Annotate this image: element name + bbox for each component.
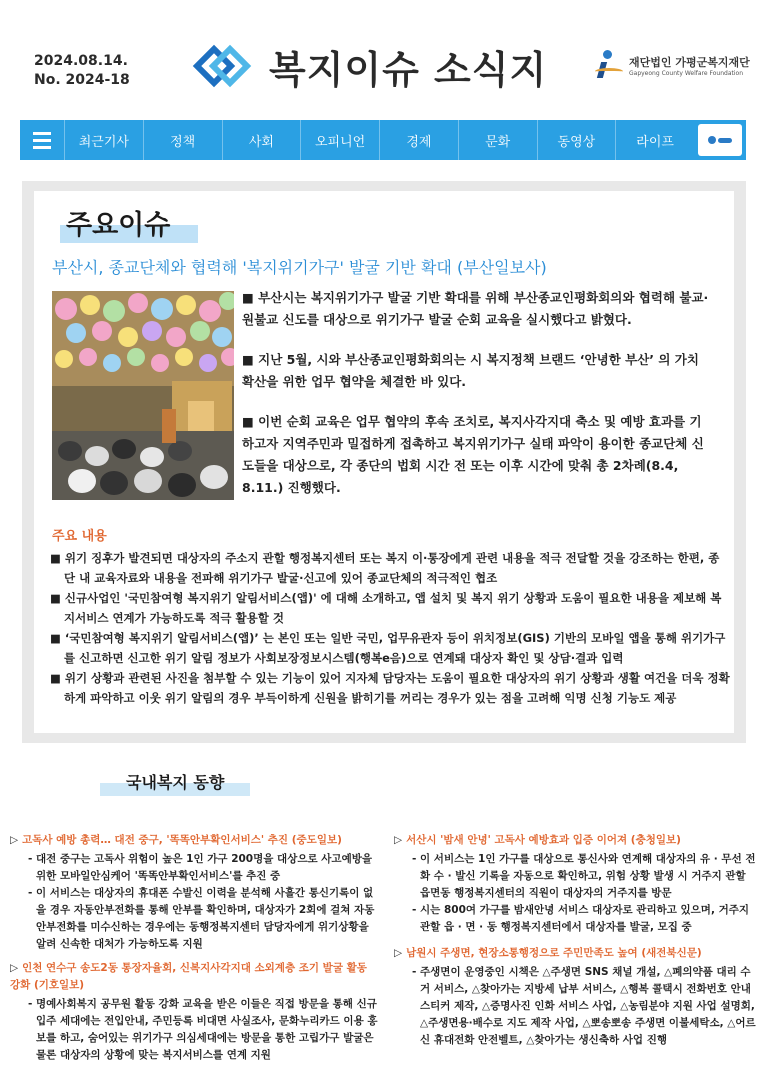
masthead (193, 36, 547, 96)
list-item: ■ 신규사업인 '국민참여형 복지위기 알림서비스(앱)' 에 대해 소개하고, 앱 설치 및 복지 위기 상황과 도움이 필요한 내용을 제보해 복지서비스 연계가 가능하도록 적극 활용할 것 (50, 591, 722, 625)
news-line: - 이 서비스는 대상자의 휴대폰 수발신 이력을 분석해 사흘간 통신기록이 없을 경우 자동안부전화를 통해 안부를 확인하며, 대상자가 2회에 걸쳐 자동안부전화를 미수신하는 경우에는 동행정복지센터 담당자에게 위기상황을 알려 신속한 대처가 가능하도록 지원 (28, 887, 375, 950)
news-line: - 대전 중구는 고독사 위험이 높은 1인 가구 200명을 대상으로 사고예방을 위한 모바일안심케어 '똑똑안부확인서비스'를 추진 중 (28, 853, 372, 882)
triangle-right-icon: ▷ (10, 834, 19, 846)
triangle-right-icon: ▷ (394, 947, 403, 959)
lead-paragraphs (242, 287, 710, 517)
news-item (394, 832, 756, 936)
news-line: - 시는 800여 가구를 밤새안녕 서비스 대상자로 관리하고 있으며, 거주지 관할 읍 · 면 · 동 행정복지센터에서 대상자를 발굴, 모집 중 (412, 904, 750, 933)
news-title[interactable]: 인천 연수구 송도2동 통장자율회, 신복지사각지대 소외계층 조기 발굴 활동 강화 (기호일보) (10, 962, 367, 991)
main-issue-card (34, 191, 734, 733)
nav-item-opinion[interactable]: 오피니언 (300, 120, 379, 160)
diamond-logo-icon (193, 40, 255, 92)
temple-photo (52, 291, 234, 500)
key-content-label: 주요 내용 (52, 529, 107, 544)
lead-paragraph: ■ 이번 순회 교육은 업무 협약의 후속 조치로, 복지사각지대 축소 및 예방 효과를 기하고자 지역주민과 밀접하게 접촉하고 복지위기가구 실태 파악이 용이한 종교단체 신도들을 대상으로, 각 종단의 법회 시간 전 또는 이후 시간에 맞춰 총 2차례(8.4, 8.11.) 진행했다. (242, 414, 704, 495)
news-title[interactable]: 고독사 예방 총력… 대전 중구, '똑똑안부확인서비스' 추진 (중도일보) (22, 834, 342, 846)
lead-paragraph: ■ 부산시는 복지위기가구 발굴 기반 확대를 위해 부산종교인평화회의와 협력해 불교·원불교 신도를 대상으로 위기가구 발굴 순회 교육을 실시했다고 밝혔다. (242, 290, 709, 327)
news-line: - 이 서비스는 1인 가구를 대상으로 통신사와 연계해 대상자의 유 · 무선 전화 수 · 발신 기록을 자동으로 확인하고, 위험 상황 발생 시 거주지 관할 읍면동 행정복지센터의 직원이 대상자의 거주지를 방문 (412, 853, 756, 899)
foundation-name-en: Gapyeong County Welfare Foundation (629, 69, 743, 77)
nav-item-recent[interactable]: 최근기사 (64, 120, 143, 160)
hamburger-icon[interactable] (20, 120, 64, 160)
foundation-name-ko: 재단법인 가평군복지재단 (629, 55, 750, 69)
news-title[interactable]: 서산시 '밤새 안녕' 고독사 예방효과 입증 이어져 (충청일보) (406, 834, 681, 846)
news-item (394, 945, 756, 1049)
news-line: - 주생면이 운영중인 시책은 △주생면 SNS 채널 개설, △폐의약품 대리 수거 서비스, △찾아가는 지방세 납부 서비스, △행복 콜택시 전화번호 안내 스티커 제작, △증명사진 인화 서비스 사업, △농림분야 지원 사업 설명회, △주생면용·배수로 지도 제작 사업, △뽀송뽀송 주생면 이불세탁소, △어르신 휴대전화 안전벨트, △찾아가는 생신축하 사업 진행 (412, 966, 756, 1046)
foundation-logo[interactable] (595, 50, 750, 80)
newsletter-header (0, 0, 765, 112)
section-title-domestic: 국내복지 동향 (126, 773, 225, 792)
news-item (10, 960, 380, 1064)
nav-item-economy[interactable]: 경제 (379, 120, 458, 160)
triangle-right-icon: ▷ (10, 962, 19, 974)
nav-logo-icon[interactable] (698, 124, 742, 156)
nav-item-policy[interactable]: 정책 (143, 120, 222, 160)
lead-paragraph: ■ 지난 5월, 시와 부산종교인평화회의는 시 복지정책 브랜드 ‘안녕한 부산’ 의 가치 확산을 위한 업무 협약을 체결한 바 있다. (242, 352, 699, 389)
news-title[interactable]: 남원시 주생면, 현장소통행정으로 주민만족도 높여 (새전북신문) (406, 947, 702, 959)
issue-info (34, 52, 130, 90)
key-content-list (50, 549, 730, 709)
nav-item-culture[interactable]: 문화 (458, 120, 537, 160)
main-headline[interactable]: 부산시, 종교단체와 협력해 '복지위기가구' 발굴 기반 확대 (부산일보사) (52, 258, 547, 277)
nav-item-society[interactable]: 사회 (222, 120, 301, 160)
nav-item-life[interactable]: 라이프 (615, 120, 694, 160)
main-nav (20, 120, 746, 160)
nav-items (64, 120, 694, 160)
issue-number: No. 2024-18 (34, 72, 130, 88)
news-item (10, 832, 380, 953)
news-line: - 명예사회복지 공무원 활동 강화 교육을 받은 이들은 직접 방문을 통해 신규 입주 세대에는 전입안내, 주민등록 비대면 사실조사, 문화누리카드 이용 홍보를 하고, 숨어있는 위기가구 의심세대에는 방문을 통한 고립가구 발굴은 물론 대상자의 상황에 맞는 복지서비스를 연계 지원 (28, 998, 378, 1061)
issue-date: 2024.08.14. (34, 53, 128, 69)
newsletter-title: 복지이슈 소식지 (269, 47, 548, 92)
list-item: ■ 위기 상황과 관련된 사진을 첨부할 수 있는 기능이 있어 지자체 담당자는 도움이 필요한 대상자의 위기 상황과 생활 여건을 더욱 정확하게 파악하고 이웃 위기 알림의 경우 부득이하게 신원을 밝히기를 꺼리는 경우가 있는 점을 고려해 익명 신청 기능도 제공 (50, 671, 730, 705)
nav-item-video[interactable]: 동영상 (537, 120, 616, 160)
list-item: ■ 위기 징후가 발견되면 대상자의 주소지 관할 행정복지센터 또는 복지 이·통장에게 관련 내용을 적극 전달할 것을 강조하는 한편, 종단 내 교육자료와 내용을 전파해 위기가구 발굴·신고에 있어 종교단체의 적극적인 협조 (50, 551, 720, 585)
triangle-right-icon: ▷ (394, 834, 403, 846)
list-item: ■ ‘국민참여형 복지위기 알림서비스(앱)’ 는 본인 또는 일반 국민, 업무유관자 등이 위치정보(GIS) 기반의 모바일 앱을 통해 위기가구를 신고하면 신고한 위기 알림 정보가 사회보장정보시스템(행복e음)으로 연계돼 대상자 확인 및 상담·결과 입력 (50, 631, 726, 665)
main-issue-section (22, 181, 746, 743)
section-title-main-issue: 주요이슈 (66, 210, 171, 241)
foundation-logo-icon (595, 50, 623, 80)
